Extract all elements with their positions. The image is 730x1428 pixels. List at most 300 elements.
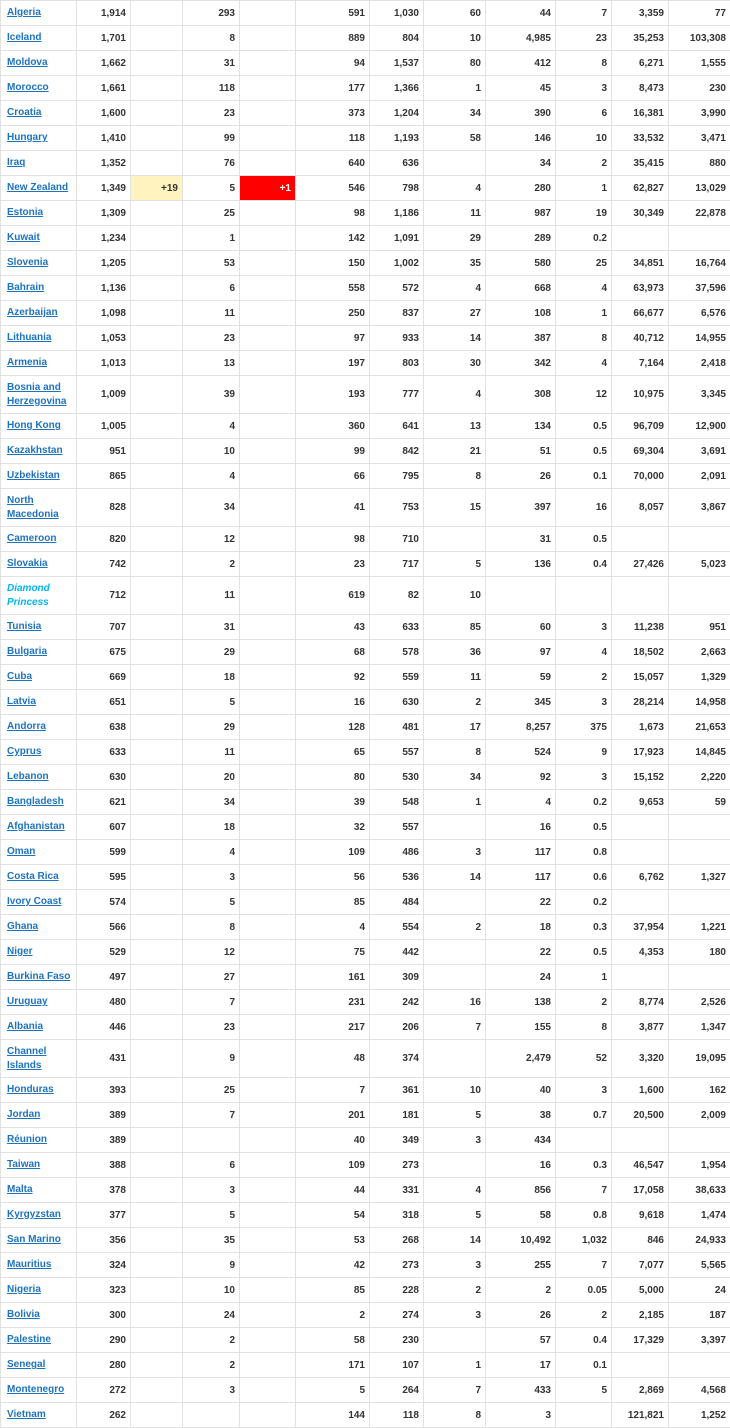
table-row bbox=[1, 1403, 730, 1428]
country-link[interactable]: Jordan bbox=[7, 1109, 40, 1120]
total-tests-cell: 7,077 bbox=[612, 1253, 669, 1278]
total-deaths-cell: 29 bbox=[183, 715, 240, 740]
deaths-per-million-cell: 4 bbox=[556, 276, 612, 301]
new-deaths-cell bbox=[240, 940, 296, 965]
country-link[interactable]: Honduras bbox=[7, 1084, 54, 1095]
total-deaths-cell: 2 bbox=[183, 552, 240, 577]
new-cases-cell bbox=[131, 740, 183, 765]
total-deaths-cell: 118 bbox=[183, 76, 240, 101]
cases-per-million-cell: 44 bbox=[486, 1, 556, 26]
table-row bbox=[1, 226, 730, 251]
new-deaths-cell: +1 bbox=[240, 176, 296, 201]
total-recovered-cell: 619 bbox=[296, 577, 370, 615]
table-row bbox=[1, 1078, 730, 1103]
country-link[interactable]: Afghanistan bbox=[7, 821, 65, 832]
total-recovered-cell: 56 bbox=[296, 865, 370, 890]
new-deaths-cell bbox=[240, 376, 296, 414]
serious-critical-cell: 34 bbox=[424, 101, 486, 126]
country-link[interactable]: Uruguay bbox=[7, 996, 48, 1007]
active-cases-cell: 1,193 bbox=[370, 126, 424, 151]
total-tests-cell: 2,185 bbox=[612, 1303, 669, 1328]
country-link[interactable]: Lithuania bbox=[7, 332, 51, 343]
country-link[interactable]: Cuba bbox=[7, 671, 32, 682]
country-link[interactable]: Slovenia bbox=[7, 257, 48, 268]
total-tests-cell: 34,851 bbox=[612, 251, 669, 276]
total-tests-cell: 15,057 bbox=[612, 665, 669, 690]
table-row bbox=[1, 301, 730, 326]
total-tests-cell: 70,000 bbox=[612, 464, 669, 489]
new-deaths-cell bbox=[240, 790, 296, 815]
country-link[interactable]: Tunisia bbox=[7, 621, 41, 632]
total-cases-cell: 633 bbox=[77, 740, 131, 765]
country-link[interactable]: Vietnam bbox=[7, 1409, 46, 1420]
country-link[interactable]: Albania bbox=[7, 1021, 43, 1032]
tests-per-million-cell bbox=[669, 577, 730, 615]
deaths-per-million-cell: 2 bbox=[556, 990, 612, 1015]
new-deaths-cell bbox=[240, 1378, 296, 1403]
total-deaths-cell: 10 bbox=[183, 439, 240, 464]
country-link[interactable]: Slovakia bbox=[7, 558, 48, 569]
cases-per-million-cell: 4 bbox=[486, 790, 556, 815]
deaths-per-million-cell: 0.05 bbox=[556, 1278, 612, 1303]
new-cases-cell bbox=[131, 51, 183, 76]
cases-per-million-cell: 524 bbox=[486, 740, 556, 765]
deaths-per-million-cell: 2 bbox=[556, 665, 612, 690]
country-cell bbox=[1, 1278, 77, 1303]
serious-critical-cell bbox=[424, 151, 486, 176]
country-link[interactable]: Moldova bbox=[7, 57, 48, 68]
deaths-per-million-cell bbox=[556, 1128, 612, 1153]
country-link[interactable]: Hong Kong bbox=[7, 420, 61, 431]
new-cases-cell bbox=[131, 765, 183, 790]
total-recovered-cell: 7 bbox=[296, 1078, 370, 1103]
country-link[interactable]: Latvia bbox=[7, 696, 36, 707]
new-cases-cell bbox=[131, 1378, 183, 1403]
total-cases-cell: 1,352 bbox=[77, 151, 131, 176]
country-link[interactable]: Croatia bbox=[7, 107, 41, 118]
tests-per-million-cell: 13,029 bbox=[669, 176, 730, 201]
country-cell bbox=[1, 1403, 77, 1428]
tests-per-million-cell: 3,990 bbox=[669, 101, 730, 126]
total-tests-cell: 11,238 bbox=[612, 615, 669, 640]
cases-per-million-cell: 342 bbox=[486, 351, 556, 376]
active-cases-cell: 753 bbox=[370, 489, 424, 527]
country-link[interactable]: Channel Islands bbox=[7, 1046, 46, 1071]
country-link[interactable]: Réunion bbox=[7, 1134, 47, 1145]
deaths-per-million-cell: 3 bbox=[556, 765, 612, 790]
new-deaths-cell bbox=[240, 1353, 296, 1378]
active-cases-cell: 710 bbox=[370, 527, 424, 552]
country-link[interactable]: Azerbaijan bbox=[7, 307, 58, 318]
total-deaths-cell: 39 bbox=[183, 376, 240, 414]
new-deaths-cell bbox=[240, 965, 296, 990]
table-row bbox=[1, 765, 730, 790]
total-recovered-cell: 54 bbox=[296, 1203, 370, 1228]
new-deaths-cell bbox=[240, 1015, 296, 1040]
country-cell bbox=[1, 1378, 77, 1403]
deaths-per-million-cell: 0.1 bbox=[556, 1353, 612, 1378]
country-link[interactable]: Malta bbox=[7, 1184, 33, 1195]
country-link[interactable]: San Marino bbox=[7, 1234, 61, 1245]
total-recovered-cell: 217 bbox=[296, 1015, 370, 1040]
new-cases-cell bbox=[131, 251, 183, 276]
total-recovered-cell: 546 bbox=[296, 176, 370, 201]
cases-per-million-cell: 580 bbox=[486, 251, 556, 276]
serious-critical-cell: 11 bbox=[424, 201, 486, 226]
total-recovered-cell: 99 bbox=[296, 439, 370, 464]
country-link[interactable]: Iraq bbox=[7, 157, 25, 168]
serious-critical-cell: 80 bbox=[424, 51, 486, 76]
total-tests-cell: 35,253 bbox=[612, 26, 669, 51]
table-row bbox=[1, 1178, 730, 1203]
cases-per-million-cell: 26 bbox=[486, 1303, 556, 1328]
deaths-per-million-cell: 0.6 bbox=[556, 865, 612, 890]
new-cases-cell bbox=[131, 552, 183, 577]
cases-per-million-cell: 18 bbox=[486, 915, 556, 940]
country-cell bbox=[1, 1353, 77, 1378]
cases-per-million-cell: 2 bbox=[486, 1278, 556, 1303]
total-tests-cell bbox=[612, 890, 669, 915]
country-link[interactable]: Andorra bbox=[7, 721, 46, 732]
serious-critical-cell: 10 bbox=[424, 1078, 486, 1103]
total-deaths-cell: 13 bbox=[183, 351, 240, 376]
new-cases-cell bbox=[131, 965, 183, 990]
new-deaths-cell bbox=[240, 1153, 296, 1178]
country-cell bbox=[1, 176, 77, 201]
active-cases-cell: 842 bbox=[370, 439, 424, 464]
new-cases-cell bbox=[131, 840, 183, 865]
active-cases-cell: 1,366 bbox=[370, 76, 424, 101]
country-link[interactable]: Palestine bbox=[7, 1334, 51, 1345]
total-cases-cell: 324 bbox=[77, 1253, 131, 1278]
tests-per-million-cell: 2,091 bbox=[669, 464, 730, 489]
total-deaths-cell: 9 bbox=[183, 1040, 240, 1078]
serious-critical-cell: 10 bbox=[424, 26, 486, 51]
serious-critical-cell: 27 bbox=[424, 301, 486, 326]
new-deaths-cell bbox=[240, 351, 296, 376]
table-row bbox=[1, 690, 730, 715]
deaths-per-million-cell: 375 bbox=[556, 715, 612, 740]
total-cases-cell: 280 bbox=[77, 1353, 131, 1378]
serious-critical-cell bbox=[424, 1040, 486, 1078]
total-recovered-cell: 360 bbox=[296, 414, 370, 439]
table-row bbox=[1, 1103, 730, 1128]
country-cell bbox=[1, 1103, 77, 1128]
table-row bbox=[1, 552, 730, 577]
table-row bbox=[1, 965, 730, 990]
new-cases-cell bbox=[131, 351, 183, 376]
new-deaths-cell bbox=[240, 715, 296, 740]
cases-per-million-cell: 289 bbox=[486, 226, 556, 251]
new-cases-cell bbox=[131, 865, 183, 890]
total-deaths-cell: 4 bbox=[183, 414, 240, 439]
country-link[interactable]: Montenegro bbox=[7, 1384, 64, 1395]
total-tests-cell: 2,869 bbox=[612, 1378, 669, 1403]
serious-critical-cell: 7 bbox=[424, 1015, 486, 1040]
new-deaths-cell bbox=[240, 1253, 296, 1278]
table-row bbox=[1, 176, 730, 201]
serious-critical-cell: 3 bbox=[424, 840, 486, 865]
deaths-per-million-cell bbox=[556, 577, 612, 615]
total-recovered-cell: 42 bbox=[296, 1253, 370, 1278]
new-deaths-cell bbox=[240, 1228, 296, 1253]
cases-per-million-cell: 255 bbox=[486, 1253, 556, 1278]
total-deaths-cell: 25 bbox=[183, 201, 240, 226]
total-cases-cell: 1,013 bbox=[77, 351, 131, 376]
active-cases-cell: 268 bbox=[370, 1228, 424, 1253]
cases-per-million-cell: 8,257 bbox=[486, 715, 556, 740]
active-cases-cell: 484 bbox=[370, 890, 424, 915]
new-cases-cell bbox=[131, 715, 183, 740]
total-tests-cell: 69,304 bbox=[612, 439, 669, 464]
total-deaths-cell: 31 bbox=[183, 615, 240, 640]
total-tests-cell bbox=[612, 527, 669, 552]
country-cell bbox=[1, 101, 77, 126]
table-row bbox=[1, 464, 730, 489]
country-cell bbox=[1, 151, 77, 176]
country-link[interactable]: Taiwan bbox=[7, 1159, 40, 1170]
table-row bbox=[1, 126, 730, 151]
table-row bbox=[1, 1, 730, 26]
tests-per-million-cell: 1,474 bbox=[669, 1203, 730, 1228]
total-tests-cell: 18,502 bbox=[612, 640, 669, 665]
table-row bbox=[1, 815, 730, 840]
serious-critical-cell: 14 bbox=[424, 326, 486, 351]
country-link[interactable]: Burkina Faso bbox=[7, 971, 70, 982]
country-link[interactable]: Diamond Princess bbox=[7, 583, 50, 608]
new-deaths-cell bbox=[240, 815, 296, 840]
total-cases-cell: 1,662 bbox=[77, 51, 131, 76]
cases-per-million-cell: 22 bbox=[486, 940, 556, 965]
total-tests-cell bbox=[612, 1353, 669, 1378]
country-link[interactable]: Bulgaria bbox=[7, 646, 47, 657]
total-deaths-cell: 5 bbox=[183, 890, 240, 915]
country-link[interactable]: Kuwait bbox=[7, 232, 40, 243]
tests-per-million-cell: 19,095 bbox=[669, 1040, 730, 1078]
cases-per-million-cell: 138 bbox=[486, 990, 556, 1015]
country-link[interactable]: Algeria bbox=[7, 7, 41, 18]
country-cell bbox=[1, 915, 77, 940]
new-cases-cell bbox=[131, 1353, 183, 1378]
country-cell bbox=[1, 1228, 77, 1253]
new-deaths-cell bbox=[240, 890, 296, 915]
country-link[interactable]: Cameroon bbox=[7, 533, 56, 544]
country-link[interactable]: Bolivia bbox=[7, 1309, 40, 1320]
new-cases-cell bbox=[131, 1128, 183, 1153]
deaths-per-million-cell: 1 bbox=[556, 965, 612, 990]
country-link[interactable]: Estonia bbox=[7, 207, 43, 218]
total-deaths-cell: 23 bbox=[183, 326, 240, 351]
new-cases-cell bbox=[131, 414, 183, 439]
total-recovered-cell: 98 bbox=[296, 201, 370, 226]
new-deaths-cell bbox=[240, 915, 296, 940]
total-deaths-cell: 99 bbox=[183, 126, 240, 151]
deaths-per-million-cell: 0.2 bbox=[556, 226, 612, 251]
country-cell bbox=[1, 1, 77, 26]
country-link[interactable]: Nigeria bbox=[7, 1284, 41, 1295]
country-link[interactable]: New Zealand bbox=[7, 182, 68, 193]
new-deaths-cell bbox=[240, 101, 296, 126]
country-link[interactable]: Hungary bbox=[7, 132, 48, 143]
country-cell bbox=[1, 201, 77, 226]
country-link[interactable]: Ghana bbox=[7, 921, 38, 932]
total-tests-cell: 33,532 bbox=[612, 126, 669, 151]
deaths-per-million-cell: 7 bbox=[556, 1178, 612, 1203]
new-cases-cell bbox=[131, 76, 183, 101]
total-recovered-cell: 5 bbox=[296, 1378, 370, 1403]
country-link[interactable]: Bosnia and Herzegovina bbox=[7, 382, 66, 407]
total-cases-cell: 566 bbox=[77, 915, 131, 940]
table-row bbox=[1, 890, 730, 915]
table-row bbox=[1, 1378, 730, 1403]
total-recovered-cell: 109 bbox=[296, 1153, 370, 1178]
tests-per-million-cell: 2,418 bbox=[669, 351, 730, 376]
cases-per-million-cell: 280 bbox=[486, 176, 556, 201]
active-cases-cell: 309 bbox=[370, 965, 424, 990]
country-link[interactable]: Bangladesh bbox=[7, 796, 64, 807]
table-row bbox=[1, 790, 730, 815]
new-deaths-cell bbox=[240, 1, 296, 26]
new-cases-cell bbox=[131, 376, 183, 414]
table-row bbox=[1, 1040, 730, 1078]
serious-critical-cell: 30 bbox=[424, 351, 486, 376]
table-row bbox=[1, 577, 730, 615]
country-link[interactable]: North Macedonia bbox=[7, 495, 59, 520]
serious-critical-cell: 16 bbox=[424, 990, 486, 1015]
new-cases-cell bbox=[131, 815, 183, 840]
total-tests-cell: 20,500 bbox=[612, 1103, 669, 1128]
active-cases-cell: 557 bbox=[370, 815, 424, 840]
total-deaths-cell: 4 bbox=[183, 840, 240, 865]
total-tests-cell bbox=[612, 840, 669, 865]
total-deaths-cell: 2 bbox=[183, 1328, 240, 1353]
country-link[interactable]: Niger bbox=[7, 946, 33, 957]
new-deaths-cell bbox=[240, 226, 296, 251]
deaths-per-million-cell: 8 bbox=[556, 1015, 612, 1040]
new-deaths-cell bbox=[240, 326, 296, 351]
active-cases-cell: 572 bbox=[370, 276, 424, 301]
deaths-per-million-cell: 6 bbox=[556, 101, 612, 126]
new-cases-cell bbox=[131, 464, 183, 489]
active-cases-cell: 273 bbox=[370, 1253, 424, 1278]
cases-per-million-cell: 308 bbox=[486, 376, 556, 414]
cases-per-million-cell: 24 bbox=[486, 965, 556, 990]
total-cases-cell: 1,349 bbox=[77, 176, 131, 201]
serious-critical-cell: 2 bbox=[424, 1278, 486, 1303]
total-recovered-cell: 92 bbox=[296, 665, 370, 690]
tests-per-million-cell: 3,471 bbox=[669, 126, 730, 151]
total-deaths-cell: 7 bbox=[183, 1103, 240, 1128]
new-deaths-cell bbox=[240, 865, 296, 890]
new-cases-cell bbox=[131, 1103, 183, 1128]
new-deaths-cell bbox=[240, 665, 296, 690]
cases-per-million-cell: 108 bbox=[486, 301, 556, 326]
active-cases-cell: 481 bbox=[370, 715, 424, 740]
serious-critical-cell: 8 bbox=[424, 464, 486, 489]
country-link[interactable]: Oman bbox=[7, 846, 35, 857]
cases-per-million-cell: 3 bbox=[486, 1403, 556, 1428]
new-cases-cell bbox=[131, 326, 183, 351]
total-recovered-cell: 4 bbox=[296, 915, 370, 940]
cases-per-million-cell: 16 bbox=[486, 815, 556, 840]
country-link[interactable]: Kyrgyzstan bbox=[7, 1209, 61, 1220]
deaths-per-million-cell: 0.7 bbox=[556, 1103, 612, 1128]
new-cases-cell bbox=[131, 151, 183, 176]
deaths-per-million-cell: 3 bbox=[556, 690, 612, 715]
active-cases-cell: 181 bbox=[370, 1103, 424, 1128]
deaths-per-million-cell: 0.4 bbox=[556, 552, 612, 577]
total-cases-cell: 638 bbox=[77, 715, 131, 740]
new-cases-cell bbox=[131, 527, 183, 552]
cases-per-million-cell: 397 bbox=[486, 489, 556, 527]
new-cases-cell bbox=[131, 101, 183, 126]
new-deaths-cell bbox=[240, 1178, 296, 1203]
country-link[interactable]: Mauritius bbox=[7, 1259, 51, 1270]
new-deaths-cell bbox=[240, 414, 296, 439]
new-deaths-cell bbox=[240, 51, 296, 76]
total-recovered-cell: 98 bbox=[296, 527, 370, 552]
serious-critical-cell: 17 bbox=[424, 715, 486, 740]
new-deaths-cell bbox=[240, 552, 296, 577]
total-tests-cell: 63,973 bbox=[612, 276, 669, 301]
active-cases-cell: 777 bbox=[370, 376, 424, 414]
tests-per-million-cell: 187 bbox=[669, 1303, 730, 1328]
cases-per-million-cell: 433 bbox=[486, 1378, 556, 1403]
new-cases-cell bbox=[131, 1253, 183, 1278]
tests-per-million-cell: 2,663 bbox=[669, 640, 730, 665]
serious-critical-cell: 1 bbox=[424, 1353, 486, 1378]
cases-per-million-cell: 117 bbox=[486, 840, 556, 865]
total-recovered-cell: 41 bbox=[296, 489, 370, 527]
country-link[interactable]: Iceland bbox=[7, 32, 41, 43]
active-cases-cell: 206 bbox=[370, 1015, 424, 1040]
total-tests-cell: 1,673 bbox=[612, 715, 669, 740]
total-tests-cell: 62,827 bbox=[612, 176, 669, 201]
tests-per-million-cell: 1,329 bbox=[669, 665, 730, 690]
new-cases-cell bbox=[131, 1403, 183, 1428]
country-link[interactable]: Kazakhstan bbox=[7, 445, 63, 456]
total-cases-cell: 272 bbox=[77, 1378, 131, 1403]
country-cell bbox=[1, 489, 77, 527]
total-deaths-cell: 5 bbox=[183, 176, 240, 201]
country-link[interactable]: Bahrain bbox=[7, 282, 44, 293]
tests-per-million-cell bbox=[669, 890, 730, 915]
total-recovered-cell: 58 bbox=[296, 1328, 370, 1353]
serious-critical-cell: 8 bbox=[424, 740, 486, 765]
table-row bbox=[1, 940, 730, 965]
country-link[interactable]: Cyprus bbox=[7, 746, 41, 757]
country-link[interactable]: Uzbekistan bbox=[7, 470, 60, 481]
country-link[interactable]: Lebanon bbox=[7, 771, 49, 782]
country-link[interactable]: Senegal bbox=[7, 1359, 45, 1370]
total-deaths-cell: 24 bbox=[183, 1303, 240, 1328]
country-link[interactable]: Armenia bbox=[7, 357, 47, 368]
total-tests-cell: 35,415 bbox=[612, 151, 669, 176]
active-cases-cell: 530 bbox=[370, 765, 424, 790]
tests-per-million-cell: 4,568 bbox=[669, 1378, 730, 1403]
total-cases-cell: 262 bbox=[77, 1403, 131, 1428]
serious-critical-cell: 5 bbox=[424, 1203, 486, 1228]
total-tests-cell: 7,164 bbox=[612, 351, 669, 376]
country-link[interactable]: Costa Rica bbox=[7, 871, 59, 882]
active-cases-cell: 536 bbox=[370, 865, 424, 890]
country-link[interactable]: Morocco bbox=[7, 82, 49, 93]
total-deaths-cell bbox=[183, 1128, 240, 1153]
country-link[interactable]: Ivory Coast bbox=[7, 896, 61, 907]
total-tests-cell: 4,353 bbox=[612, 940, 669, 965]
tests-per-million-cell: 21,653 bbox=[669, 715, 730, 740]
new-cases-cell bbox=[131, 1015, 183, 1040]
